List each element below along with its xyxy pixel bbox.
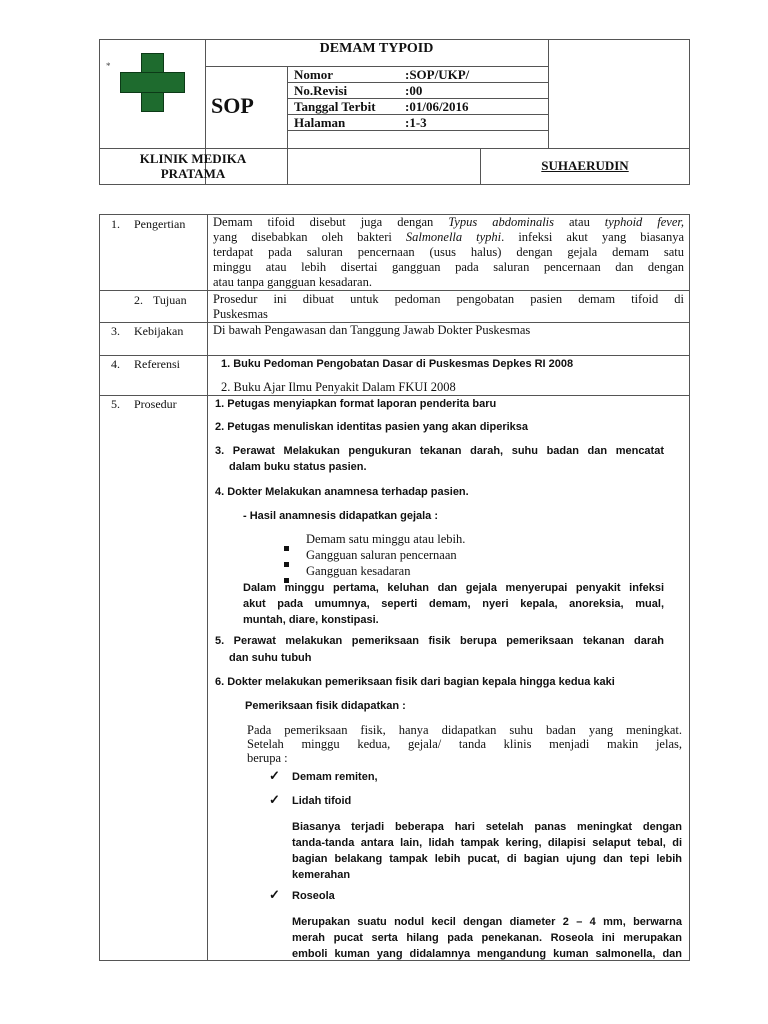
reference-item: 2. Buku Ajar Ilmu Penyakit Dalam FKUI 2008 [221, 380, 456, 394]
divider [287, 66, 288, 185]
row-number: 5. [111, 397, 120, 411]
row-text: Di bawah Pengawasan dan Tanggung Jawab Dokter Puskesmas [213, 323, 531, 337]
procedure-step: dalam buku status pasien. [229, 461, 367, 473]
list-item: Gangguan kesadaran [306, 564, 411, 578]
row-text: Prosedur ini dibuat untuk pedoman pengobatan pasien demam tifoid di Puskesmas [213, 292, 684, 321]
field-value: :SOP/UKP/ [405, 67, 470, 82]
check-icon: ✓ [269, 792, 280, 807]
row-label: Pengertian [134, 217, 186, 231]
divider [99, 290, 690, 291]
field-value: :1-3 [405, 115, 427, 130]
list-item: Gangguan saluran pencernaan [306, 548, 457, 562]
procedure-substep: - Hasil anamnesis didapatkan gejala : [243, 510, 439, 522]
finding-item: Lidah tifoid [292, 795, 352, 807]
divider [99, 395, 690, 396]
row-number: 3. [111, 324, 120, 338]
list-item: Demam satu minggu atau lebih. [306, 532, 466, 546]
clinic-name: KLINIK MEDIKA PRATAMA [139, 151, 247, 181]
sop-label: SOP [211, 93, 254, 118]
reference-item: 1. Buku Pedoman Pengobatan Dasar di Puskesmas Depkes RI 2008 [221, 358, 574, 370]
divider [207, 214, 208, 961]
procedure-step: 2. Petugas menuliskan identitas pasien yang akan diperiksa [215, 421, 529, 433]
field-value: :00 [405, 83, 423, 98]
finding-item: Roseola [292, 890, 335, 902]
procedure-step: 3. Perawat Melakukan pengukuran tekanan darah, suhu badan dan mencatat [215, 445, 664, 457]
row-number: 4. [111, 357, 120, 371]
divider [548, 39, 549, 148]
finding-description: Merupakan suatu nodul kecil dengan diameter 2 – 4 mm, berwarna merah pucat serta hilang pada penekanan. Roseola ini merupakan emboli kuman yang didalamnya mengandung kuman salmonella, dan [292, 916, 682, 960]
row-text: Demam tifoid disebut juga dengan Typus abdominalis atau typhoid fever, yang disebabkan oleh bakteri Salmonella typhi. infeksi akut yang biasanya terdapat pada saluran pencernaan (usus halus) dengan gejala demam satu minggu atau lebih disertai gangguan pada saluran pencernaan dan dengan atau tanpa gangguan kesadaran. [213, 215, 684, 289]
row-number: 2. [134, 293, 143, 307]
field-label: Tanggal Terbit [294, 99, 376, 114]
divider [205, 66, 548, 67]
row-label: Tujuan [153, 293, 187, 307]
procedure-step: 1. Petugas menyiapkan format laporan penderita baru [215, 398, 497, 410]
check-icon: ✓ [269, 887, 280, 902]
logo-dot: * [106, 61, 111, 71]
row-number: 1. [111, 217, 120, 231]
document-title: DEMAM TYPOID [319, 41, 434, 56]
field-value: :01/06/2016 [405, 99, 469, 114]
check-icon: ✓ [269, 768, 280, 783]
signer-name: SUHAERUDIN [541, 158, 629, 173]
row-label: Referensi [134, 357, 180, 371]
divider [99, 148, 690, 149]
finding-description: Biasanya terjadi beberapa hari setelah panas meningkat dengan tanda-tanda antara lain, lidah tampak kering, dilapisi selaput tebal, di bagian belakang tampak lebih pucat, di bagian ujung dan tepi lebih kemerahan [292, 821, 682, 881]
procedure-step: dan suhu tubuh [229, 652, 312, 664]
field-label: Nomor [294, 67, 333, 82]
field-label: No.Revisi [294, 83, 348, 98]
row-label: Prosedur [134, 397, 177, 411]
procedure-substep: Pemeriksaan fisik didapatkan : [245, 700, 406, 712]
procedure-step: 6. Dokter melakukan pemeriksaan fisik dari bagian kepala hingga kedua kaki [215, 676, 615, 688]
divider [99, 355, 690, 356]
procedure-step: 5. Perawat melakukan pemeriksaan fisik berupa pemeriksaan tekanan darah [215, 635, 664, 647]
field-label: Halaman [294, 115, 346, 130]
row-label: Kebijakan [134, 324, 184, 338]
procedure-paragraph: Dalam minggu pertama, keluhan dan gejala menyerupai penyakit infeksi akut pada umumnya, seperti demam, nyeri kepala, anoreksia, mual, muntah, diare, konstipasi. [243, 582, 664, 626]
finding-item: Demam remiten, [292, 771, 378, 783]
procedure-step: 4. Dokter Melakukan anamnesa terhadap pasien. [215, 486, 469, 498]
procedure-paragraph: Pada pemeriksaan fisik, hanya didapatkan suhu badan yang meningkat. Setelah minggu kedua, gejala/ tanda klinis menjadi makin jelas, berupa : [247, 723, 682, 765]
